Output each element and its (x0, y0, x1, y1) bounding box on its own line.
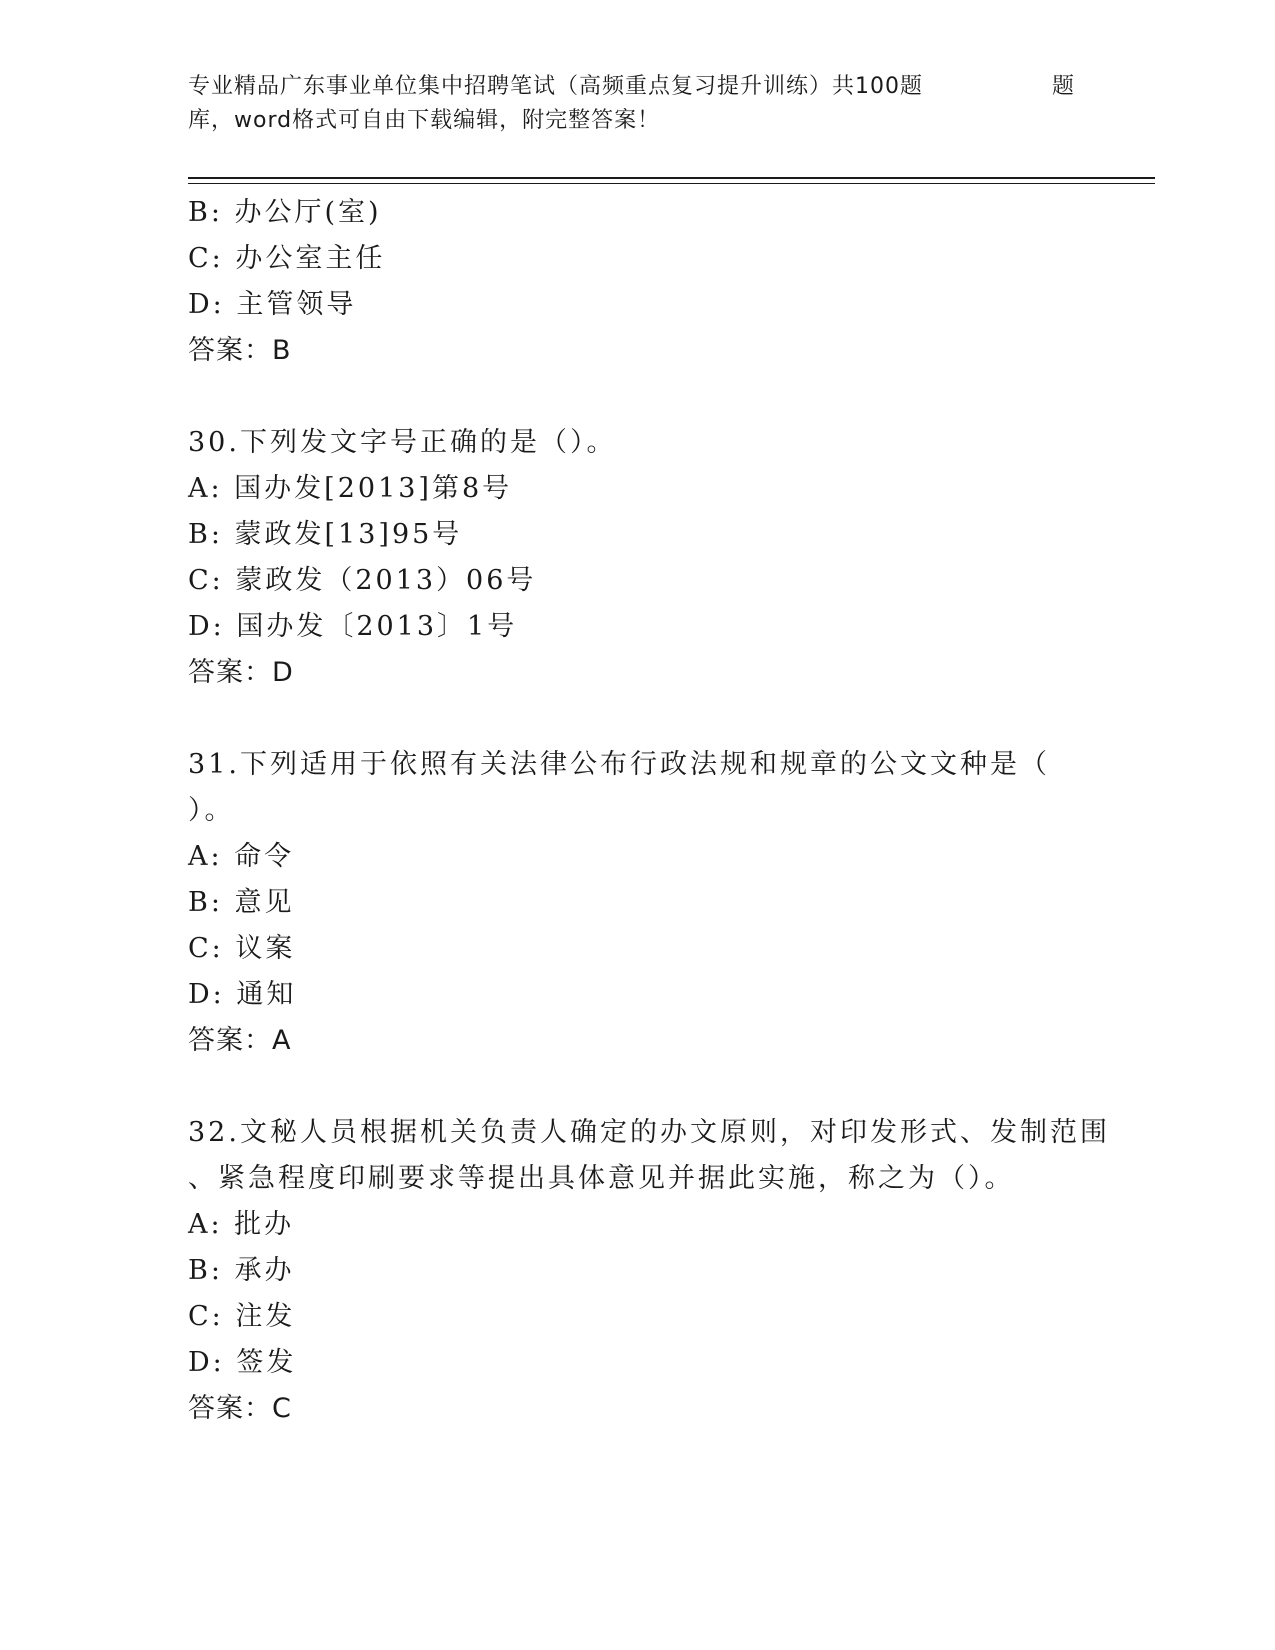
spacer (188, 1064, 1088, 1110)
header-line-1: 专业精品广东事业单位集中招聘笔试（高频重点复习提升训练）共100题 (188, 74, 923, 99)
spacer (188, 374, 1088, 420)
question-text-continued: ）。 (188, 795, 235, 826)
option-line: D: 国办发〔2013〕1号 (188, 611, 518, 642)
option-line: B: 办公厅(室) (188, 197, 382, 228)
question-31 (188, 742, 1088, 1064)
option-line: D: 主管领导 (188, 289, 357, 320)
option-line: A: 批办 (188, 1209, 295, 1240)
option-line: A: 命令 (188, 841, 295, 872)
question-text-continued: 、紧急程度印刷要求等提出具体意见并据此实施，称之为（）。 (188, 1163, 1015, 1194)
question-32 (188, 1110, 1110, 1432)
answer-line: 答案：C (188, 1393, 292, 1424)
option-line: D: 通知 (188, 979, 297, 1010)
option-line: B: 蒙政发[13]95号 (188, 519, 463, 550)
option-line: B: 承办 (188, 1255, 295, 1286)
option-line: C: 议案 (188, 933, 296, 964)
option-line: C: 蒙政发（2013）06号 (188, 565, 537, 596)
answer-line: 答案：A (188, 1025, 292, 1056)
option-line: B: 意见 (188, 887, 295, 918)
answer-line: 答案：B (188, 335, 292, 366)
option-line: A: 国办发[2013]第8号 (188, 473, 513, 504)
header-line-2: 库，word格式可自由下载编辑，附完整答案！ (188, 108, 661, 133)
spacer (188, 696, 1088, 742)
question-text: 31.下列适用于依照有关法律公布行政法规和规章的公文文种是（ (188, 749, 1050, 780)
header-divider-thin (188, 183, 1155, 184)
page-header (188, 70, 1088, 138)
header-divider-thick (188, 177, 1155, 179)
answer-line: 答案：D (188, 657, 294, 688)
question-30 (188, 420, 1088, 696)
option-line: C: 注发 (188, 1301, 296, 1332)
header-line-1-tail: 题 (1052, 74, 1075, 99)
previous-question-tail (188, 190, 1088, 374)
option-line: D: 签发 (188, 1347, 297, 1378)
option-line: C: 办公室主任 (188, 243, 386, 274)
question-text: 30.下列发文字号正确的是（）。 (188, 427, 617, 458)
document-body (188, 190, 1110, 1432)
question-text: 32.文秘人员根据机关负责人确定的办文原则，对印发形式、发制范围 (188, 1117, 1110, 1148)
